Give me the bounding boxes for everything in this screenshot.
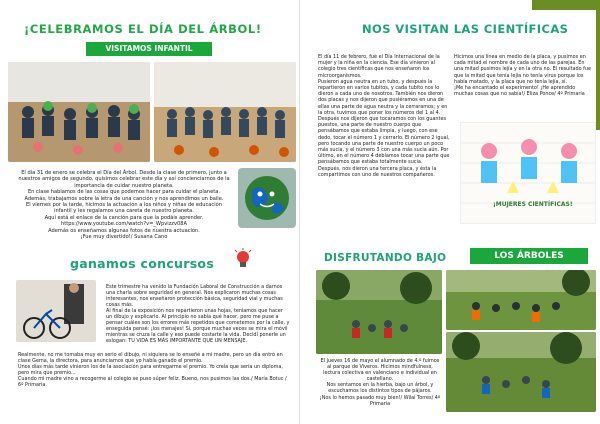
side-accent	[596, 0, 600, 130]
concursos-text-bottom: Realmente, no me tomaba muy en serio el dibujo, ni siquiera se lo enseñé a mi madre, pero un día entró en clase Gema, la directora, para anunciarnos que yo había ganado el premio. Unos días más tarde vinieron los de la asociación para entregarme el premio. Yo creía que sería un diploma, pero mira que premio... Cuando mi madre vino a recogerme al colegio se puso súper feliz. Bueno, nos pusimos las dos./ María Botuc / 6º Primaria.	[18, 352, 287, 388]
arbol-title: ¡CELEBRAMOS EL DÍA DEL ÁRBOL!	[24, 22, 262, 36]
right-page	[300, 0, 600, 424]
earth-drawing	[238, 168, 296, 228]
arboles-title-b: LOS ÁRBOLES	[470, 248, 588, 264]
infantil-photo-2	[154, 62, 296, 162]
cientificas-col1: El día 11 de febrero, fué el Día Internacional de la mujer y la niña en la ciencia. Ese día vinieron al colegio tres científicas que nos enseñaron los microorganismos. Pusieron agua neutra en un tubo, y después la repartieron en varios tubitos, y cada tubito nos lo dieron a cada uno de nosotros. También nos dieron dos placas y nos dijeron que pusiéramos en una de ellas una parte de agua neutra y la cerraramos; y en la otra, tuvimos que poner los números del 1 al 4. Después nos dijeron que tocaramos con los guantes puestos, una parte de nuestro cuerpo que pensábamos que estaba limpia, y luego, con ese dedo, tocar el número 1 y cerrarlo. El número 2 igual, pero tocando una parte de nuestro cuerpo un poco más sucia, y el número 3 con una más sucia aún. Por último, en el número 4 debíamos tocar una parte que pensábamos que estaba totalmente sucia. Después, nos dieron una tercera placa, y ésta la compartimos con uno de nuestros compañeros.	[318, 54, 450, 178]
concursos-text-top: Este trimestre ha venido la Fundación Laboral de Construcción a darnos una charla sobre seguridad en general. Nos explicaron muchas cosas interesantes, nos enseñaron protección básica, seguridad vial y muchas cosas más. Al final de la exposición nos repartieron unas hojas, teníamos que hacer un dibujo y explicarlo. Al principio no sabía qué hacer, pero me puse a pensar cuáles son los errores más repetidos que cometemos por la calle, y enseguida pensé: ¡los menajes! Sí, porque muchas veces se mira el móvil mientras se cruza la calle y eso puede costarte la vida. Decidí ponerle un eslogan: TU VIDA ES MÁS IMPORTANTE QUE UN MENSAJE.	[106, 284, 290, 344]
cientificas-col2: Hicimos una línea en medio de la placa, y pusimos en cada mitad el nombre de cada uno de las parejas. En una mitad pusimos lejía y en la otra no. El resultado fue que la mitad que tenía lejía no tenía virus porque los había matado, y la placa que no tenía lejía, sí. ¡Me ha encantado el experimento! ¡He aprendido muchas cosas que no sabía!/ Eliza Ponce/ 4º Primaria	[454, 54, 591, 98]
arboles-title-a: DISFRUTANDO BAJO	[324, 252, 447, 264]
park-photo-2	[446, 270, 596, 330]
park-photo-3	[446, 332, 596, 412]
drawing-caption: ¡MUJERES CIENTÍFICAS!	[493, 201, 573, 208]
infantil-photo-1	[8, 62, 150, 162]
lightbulb-icon	[234, 248, 252, 272]
scientists-drawing	[460, 122, 596, 224]
park-photo-1	[316, 270, 442, 354]
cientificas-title: NOS VISITAN LAS CIENTÍFICAS	[362, 22, 569, 36]
visitamos-badge: VISITAMOS INFANTIL	[86, 42, 212, 56]
arbol-text: El día 31 de enero se celebra el Día del Árbol. Desde la clase de primero, junto a nuestros amigos de segundo, quisimos celebrar este día y así concienciarnos de la importancia de cuidar nuestro planeta. En clase hablamos de las cosas que podemos hacer para cuidar el planeta. Además, trabajamos sobre la letra de una canción y nos aprendimos un baile. El viernes por la tarde, hicimos la actuación a los niños y niñas de educación infantil y les regalamos una careta de nuestro planeta. Aquí está el enlace de la canción para que la podáis aprender. https://www.youtube.com/watch?v=_Wpvizzv08A Además os enseñamos algunas fotos de nuestra actuación. ¡Fue muy divertido!/ Susana Cano	[18, 170, 230, 241]
corner-accent	[532, 0, 600, 10]
concursos-title: ganamos concursos	[70, 256, 215, 271]
arboles-text: El jueves 16 de mayo el alumnado de 4.º fuimos al parque de Viveros. Hicimos mindfulness, lectura colectiva en valenciano e individual en castellano. Nos sentamos en la hierba, bajo un árbol, y escuchamos los distintos tipos de pájaros. ¡Nos lo hemos pasado muy bien!/ Wilai Torres/ 4º Primaria	[319, 358, 441, 407]
bike-photo	[16, 280, 96, 342]
